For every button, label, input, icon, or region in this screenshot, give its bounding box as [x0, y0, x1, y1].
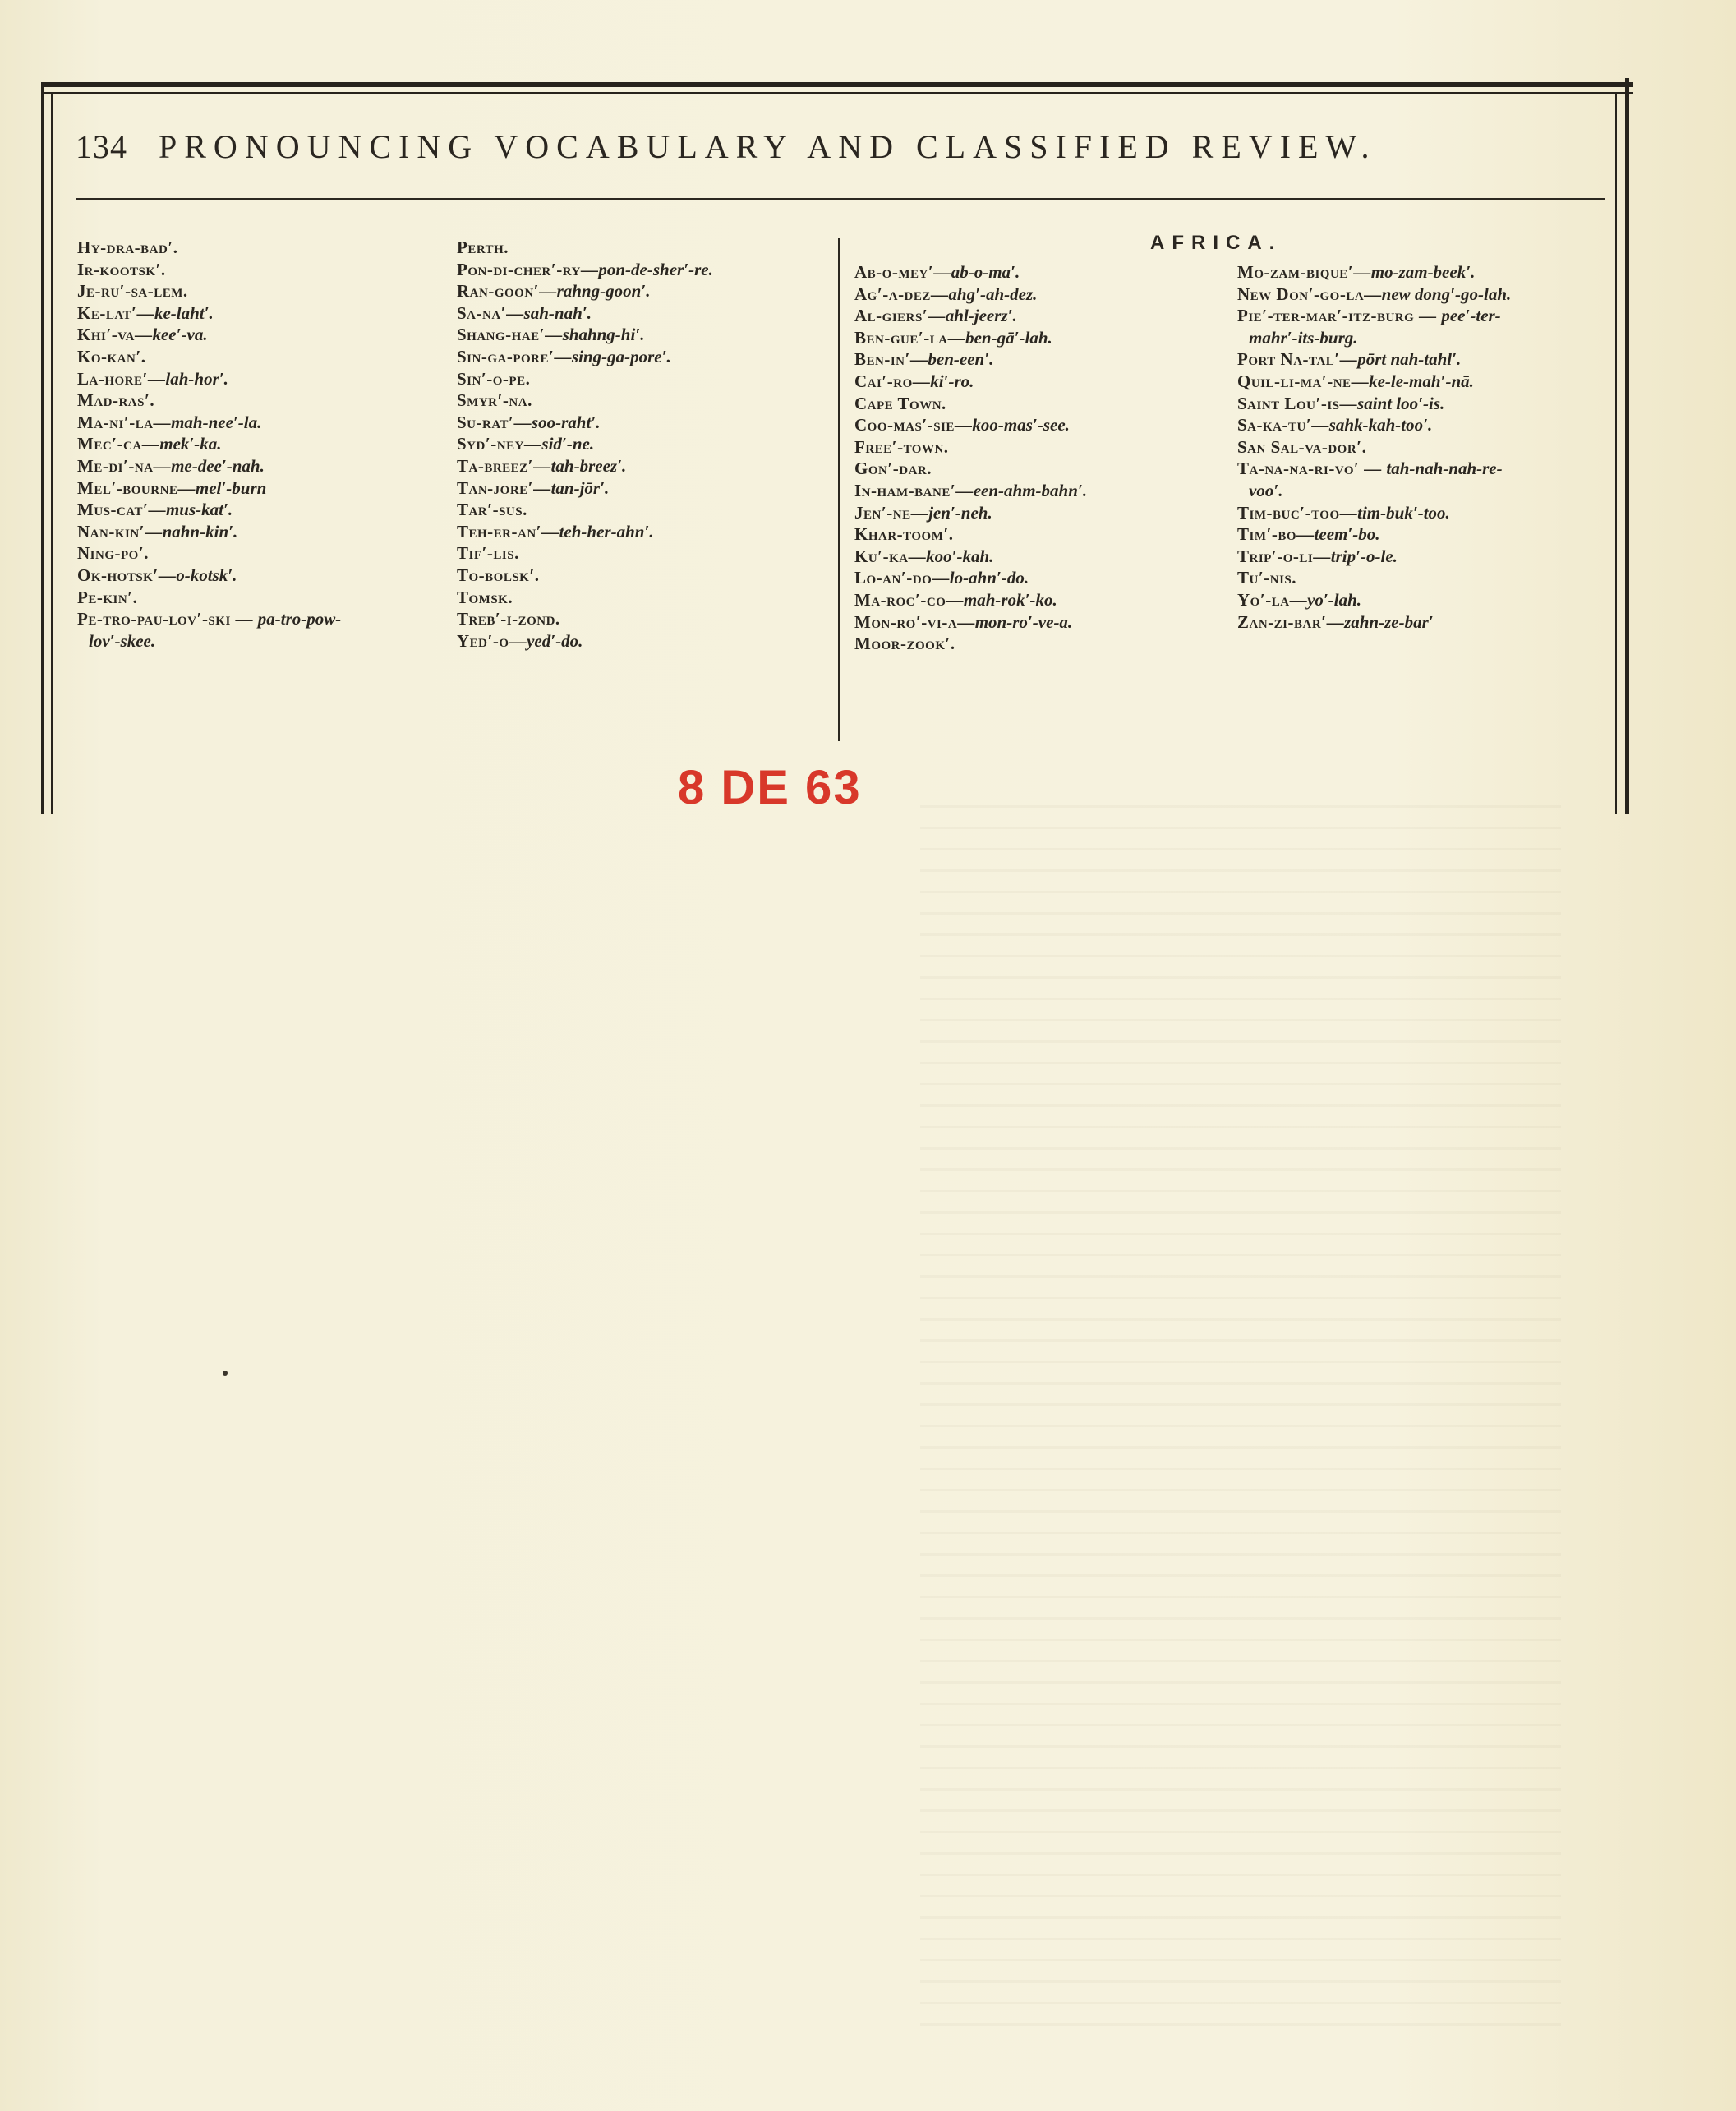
vocabulary-entry	[1237, 414, 1623, 436]
vocabulary-entry	[854, 305, 1241, 327]
entry-word: Me-di′-na—	[77, 455, 172, 476]
vocabulary-entry	[1237, 589, 1623, 611]
vocabulary-entry	[854, 436, 1241, 459]
vocabulary-entry	[457, 499, 843, 521]
entry-word: Cape Town.	[854, 393, 946, 413]
entry-word: Saint Lou′-is—	[1237, 393, 1358, 413]
entry-word: Al-giers′—	[854, 306, 946, 326]
entry-word: Ran-goon′—	[457, 281, 557, 302]
vocabulary-entry	[854, 458, 1241, 480]
entry-pronunciation: pee′-ter-	[1441, 306, 1501, 326]
entry-pronunciation: mus-kat′.	[165, 500, 233, 520]
vocabulary-entry	[457, 280, 843, 302]
entry-word: Sin′-o-pe.	[457, 368, 531, 389]
entry-pronunciation: zahn-ze-bar′	[1344, 611, 1434, 632]
section-heading-africa: AFRICA.	[1150, 232, 1282, 254]
entry-pronunciation: mon-ro′-ve-a.	[974, 611, 1073, 632]
entry-word: Ke-lat′—	[77, 302, 154, 323]
entry-pronunciation: lah-hor′.	[165, 368, 228, 389]
entry-pronunciation: ab-o-ma′.	[951, 262, 1020, 282]
entry-word: Free′-town.	[854, 436, 949, 457]
frame-top-rule-inner	[41, 92, 1633, 94]
page-number: 134	[76, 128, 127, 165]
entry-pronunciation: shahng-hi′.	[562, 325, 645, 345]
frame-left-rule	[41, 82, 44, 814]
vocabulary-entry	[457, 368, 843, 390]
entry-pronunciation: yo′-lah.	[1307, 589, 1362, 610]
entry-word: Lo-an′-do—	[854, 568, 950, 588]
entry-word: Smyr′-na.	[457, 390, 532, 411]
vocabulary-entry	[854, 502, 1241, 524]
entry-word: Je-ru′-sa-lem.	[77, 281, 188, 302]
entry-pronunciation: nahn-kin′.	[162, 521, 238, 542]
entry-word: Mad-ras′.	[77, 390, 155, 411]
vocabulary-column-3	[854, 261, 1241, 655]
entry-word: Pon-di-cher′-ry—	[457, 259, 599, 279]
entry-pronunciation: een-ahm-bahn′.	[973, 480, 1088, 500]
page-header	[76, 127, 1604, 177]
entry-pronunciation: ke-le-mah′-nā.	[1369, 371, 1474, 391]
entry-word: Yed′-o—	[457, 630, 527, 651]
entry-pronunciation: saint loo′-is.	[1357, 393, 1445, 413]
entry-pronunciation: pon-de-sher′-re.	[598, 259, 713, 279]
entry-pronunciation: trip′-o-le.	[1330, 546, 1398, 566]
vocabulary-entry	[77, 630, 463, 652]
entry-word: Tim-buc′-too—	[1237, 502, 1358, 523]
vocabulary-entry	[457, 608, 843, 630]
entry-pronunciation: tah-nah-nah-re-	[1386, 459, 1503, 479]
entry-pronunciation: sah-nah′.	[523, 302, 592, 323]
entry-word: Ma-roc′-co—	[854, 589, 964, 610]
frame-right-rule	[1625, 78, 1629, 814]
bleed-through-text	[920, 805, 1561, 2038]
entry-pronunciation: tim-buk′-too.	[1357, 502, 1450, 523]
entry-word: Ma-ni′-la—	[77, 412, 172, 432]
entry-word: Ko-kan′.	[77, 346, 146, 366]
vocabulary-entry	[854, 414, 1241, 436]
vocabulary-entry	[77, 280, 463, 302]
vocabulary-entry	[77, 587, 463, 609]
vocabulary-entry	[77, 412, 463, 434]
vocabulary-entry	[1237, 283, 1623, 306]
entry-pronunciation: voo′.	[1249, 480, 1283, 500]
vocabulary-entry	[77, 542, 463, 565]
entry-word: Pe-kin′.	[77, 587, 138, 607]
vocabulary-entry	[854, 393, 1241, 415]
entry-word: Port Na-tal′—	[1237, 349, 1358, 370]
vocabulary-entry	[457, 412, 843, 434]
entry-word: Quil-li-ma′-ne—	[1237, 371, 1370, 391]
vocabulary-entry	[77, 324, 463, 346]
entry-pronunciation: lov′-skee.	[89, 630, 156, 651]
vocabulary-entry	[854, 633, 1241, 655]
entry-pronunciation: koo′-kah.	[926, 546, 994, 566]
entry-pronunciation: rahng-goon′.	[556, 281, 651, 302]
entry-word: Tu′-nis.	[1237, 568, 1297, 588]
entry-word: Ag′-a-dez—	[854, 283, 949, 304]
entry-word: Tif′-lis.	[457, 543, 519, 564]
entry-pronunciation: mo-zam-beek′.	[1370, 262, 1476, 282]
entry-word: Moor-zook′.	[854, 634, 955, 654]
entry-pronunciation: pa-tro-pow-	[257, 609, 342, 629]
entry-word: Gon′-dar.	[854, 459, 932, 479]
entry-word: Khar-toom′.	[854, 524, 954, 545]
entry-pronunciation: sahk-kah-too′.	[1328, 415, 1433, 436]
entry-word: Su-rat′—	[457, 412, 532, 432]
entry-word: Treb′-i-zond.	[457, 609, 560, 629]
entry-word: Jen′-ne—	[854, 502, 929, 523]
entry-word: Sa-ka-tu′—	[1237, 415, 1329, 436]
entry-word: Tar′-sus.	[457, 500, 527, 520]
vocabulary-entry	[457, 302, 843, 325]
entry-pronunciation: jen′-neh.	[928, 502, 992, 523]
vocabulary-entry	[457, 587, 843, 609]
entry-word: Teh-er-an′—	[457, 521, 559, 542]
entry-word: Yo′-la—	[1237, 589, 1308, 610]
library-stamp: 8 DE 63	[678, 761, 862, 814]
entry-word: Coo-mas′-sie—	[854, 415, 973, 436]
entry-word: Syd′-ney—	[457, 434, 542, 454]
vocabulary-entry	[854, 480, 1241, 502]
vocabulary-entry	[77, 237, 463, 259]
vocabulary-entry	[854, 348, 1241, 371]
entry-word: New Don′-go-la—	[1237, 283, 1382, 304]
entry-pronunciation: kee′-va.	[152, 325, 208, 345]
vocabulary-entry	[77, 389, 463, 412]
entry-word: Pie′-ter-mar′-itz-burg —	[1237, 306, 1442, 326]
vocabulary-entry	[457, 346, 843, 368]
entry-pronunciation: ke-laht′.	[154, 302, 214, 323]
vocabulary-entry	[77, 477, 463, 500]
entry-pronunciation: yed′-do.	[527, 630, 583, 651]
vocabulary-entry	[77, 608, 463, 630]
entry-pronunciation: ahg′-ah-dez.	[948, 283, 1038, 304]
entry-word: Shang-hae′—	[457, 325, 563, 345]
entry-pronunciation: tah-breez′.	[550, 455, 627, 476]
entry-word: Mec′-ca—	[77, 434, 160, 454]
vocabulary-entry	[1237, 371, 1623, 393]
vocabulary-entry	[77, 565, 463, 587]
vocabulary-entry	[77, 368, 463, 390]
vocabulary-entry	[457, 477, 843, 500]
vocabulary-entry	[457, 324, 843, 346]
entry-word: Mus-cat′—	[77, 500, 166, 520]
entry-word: Ben-in′—	[854, 349, 928, 370]
entry-word: La-hore′—	[77, 368, 166, 389]
vocabulary-entry	[77, 433, 463, 455]
vocabulary-entry	[854, 327, 1241, 349]
entry-pronunciation: pōrt nah-tahl′.	[1357, 349, 1462, 370]
vocabulary-entry	[1237, 348, 1623, 371]
vocabulary-entry	[1237, 261, 1623, 283]
entry-pronunciation: ben-gā′-lah.	[965, 327, 1052, 348]
vocabulary-entry	[1237, 458, 1623, 480]
entry-word: Nan-kin′—	[77, 521, 163, 542]
entry-word: Cai′-ro—	[854, 371, 931, 391]
entry-pronunciation: mah-nee′-la.	[171, 412, 262, 432]
vocabulary-entry	[1237, 327, 1623, 349]
entry-pronunciation: teh-her-ahn′.	[559, 521, 654, 542]
entry-word: In-ham-bane′—	[854, 480, 974, 500]
entry-pronunciation: mek′-ka.	[159, 434, 222, 454]
header-rule	[76, 198, 1605, 200]
page-title: PRONOUNCING VOCABULARY AND CLASSIFIED REVIEW.	[159, 128, 1377, 165]
vocabulary-entry	[854, 283, 1241, 306]
vocabulary-entry	[854, 371, 1241, 393]
entry-pronunciation: mah-rok′-ko.	[963, 589, 1057, 610]
vocabulary-entry	[457, 565, 843, 587]
entry-word: Zan-zi-bar′—	[1237, 611, 1345, 632]
entry-pronunciation: me-dee′-nah.	[171, 455, 265, 476]
entry-word: Ir-kootsk′.	[77, 259, 166, 279]
entry-word: Ok-hotsk′—	[77, 565, 177, 585]
entry-word: Ta-na-na-ri-vo′ —	[1237, 459, 1387, 479]
vocabulary-column-1	[77, 237, 463, 652]
vocabulary-entry	[1237, 393, 1623, 415]
vocabulary-entry	[77, 302, 463, 325]
entry-pronunciation: ahl-jeerz′.	[945, 306, 1017, 326]
entry-word: Sin-ga-pore′—	[457, 346, 572, 366]
vocabulary-entry	[457, 521, 843, 543]
entry-word: Khi′-va—	[77, 325, 153, 345]
entry-pronunciation: sid′-ne.	[541, 434, 595, 454]
entry-word: Ta-breez′—	[457, 455, 551, 476]
entry-pronunciation: mahr′-its-burg.	[1249, 327, 1358, 348]
vocabulary-column-2	[457, 237, 843, 652]
vocabulary-entry	[1237, 436, 1623, 459]
entry-word: To-bolsk′.	[457, 565, 540, 585]
entry-pronunciation: ki′-ro.	[930, 371, 974, 391]
entry-word: Tomsk.	[457, 587, 513, 607]
vocabulary-entry	[77, 499, 463, 521]
entry-pronunciation: tan-jōr′.	[550, 477, 610, 498]
vocabulary-entry	[1237, 523, 1623, 546]
entry-pronunciation: teem′-bo.	[1314, 524, 1380, 545]
entry-word: Pe-tro-pau-lov′-ski —	[77, 609, 258, 629]
vocabulary-entry	[854, 546, 1241, 568]
vocabulary-entry	[457, 455, 843, 477]
vocabulary-column-4	[1237, 261, 1623, 633]
entry-word: Mel′-bourne—	[77, 477, 196, 498]
vocabulary-entry	[854, 261, 1241, 283]
entry-word: San Sal-va-dor′.	[1237, 436, 1367, 457]
vocabulary-entry	[1237, 480, 1623, 502]
vocabulary-entry	[77, 521, 463, 543]
entry-pronunciation: mel′-burn	[195, 477, 267, 498]
vocabulary-entry	[457, 542, 843, 565]
vocabulary-entry	[854, 523, 1241, 546]
vocabulary-entry	[457, 389, 843, 412]
entry-word: Perth.	[457, 237, 509, 257]
vocabulary-entry	[854, 611, 1241, 634]
vocabulary-entry	[1237, 546, 1623, 568]
entry-word: Mo-zam-bique′—	[1237, 262, 1371, 282]
entry-word: Tan-jore′—	[457, 477, 551, 498]
entry-pronunciation: ben-een′.	[928, 349, 994, 370]
entry-word: Ben-gue′-la—	[854, 327, 966, 348]
entry-pronunciation: soo-raht′.	[531, 412, 601, 432]
entry-word: Ning-po′.	[77, 543, 149, 564]
vocabulary-entry	[1237, 611, 1623, 634]
entry-word: Hy-dra-bad′.	[77, 237, 178, 257]
vocabulary-entry	[1237, 567, 1623, 589]
ink-speck	[223, 1371, 228, 1376]
vocabulary-entry	[457, 259, 843, 281]
frame-left-rule-inner	[51, 92, 53, 814]
vocabulary-entry	[457, 630, 843, 652]
vocabulary-entry	[1237, 305, 1623, 327]
entry-word: Tim′-bo—	[1237, 524, 1315, 545]
vocabulary-entry	[457, 433, 843, 455]
entry-pronunciation: koo-mas′-see.	[972, 415, 1070, 436]
entry-word: Ab-o-mey′—	[854, 262, 951, 282]
entry-pronunciation: o-kotsk′.	[176, 565, 237, 585]
vocabulary-entry	[77, 346, 463, 368]
vocabulary-entry	[1237, 502, 1623, 524]
frame-top-rule	[41, 82, 1633, 87]
vocabulary-entry	[77, 259, 463, 281]
entry-pronunciation: new dong′-go-lah.	[1381, 283, 1512, 304]
vocabulary-entry	[77, 455, 463, 477]
entry-pronunciation: lo-ahn′-do.	[949, 568, 1029, 588]
entry-pronunciation: sing-ga-pore′.	[571, 346, 671, 366]
entry-word: Mon-ro′-vi-a—	[854, 611, 975, 632]
entry-word: Ku′-ka—	[854, 546, 927, 566]
vocabulary-entry	[854, 567, 1241, 589]
entry-word: Sa-na′—	[457, 302, 524, 323]
entry-word: Trip′-o-li—	[1237, 546, 1331, 566]
vocabulary-entry	[854, 589, 1241, 611]
vocabulary-entry	[457, 237, 843, 259]
